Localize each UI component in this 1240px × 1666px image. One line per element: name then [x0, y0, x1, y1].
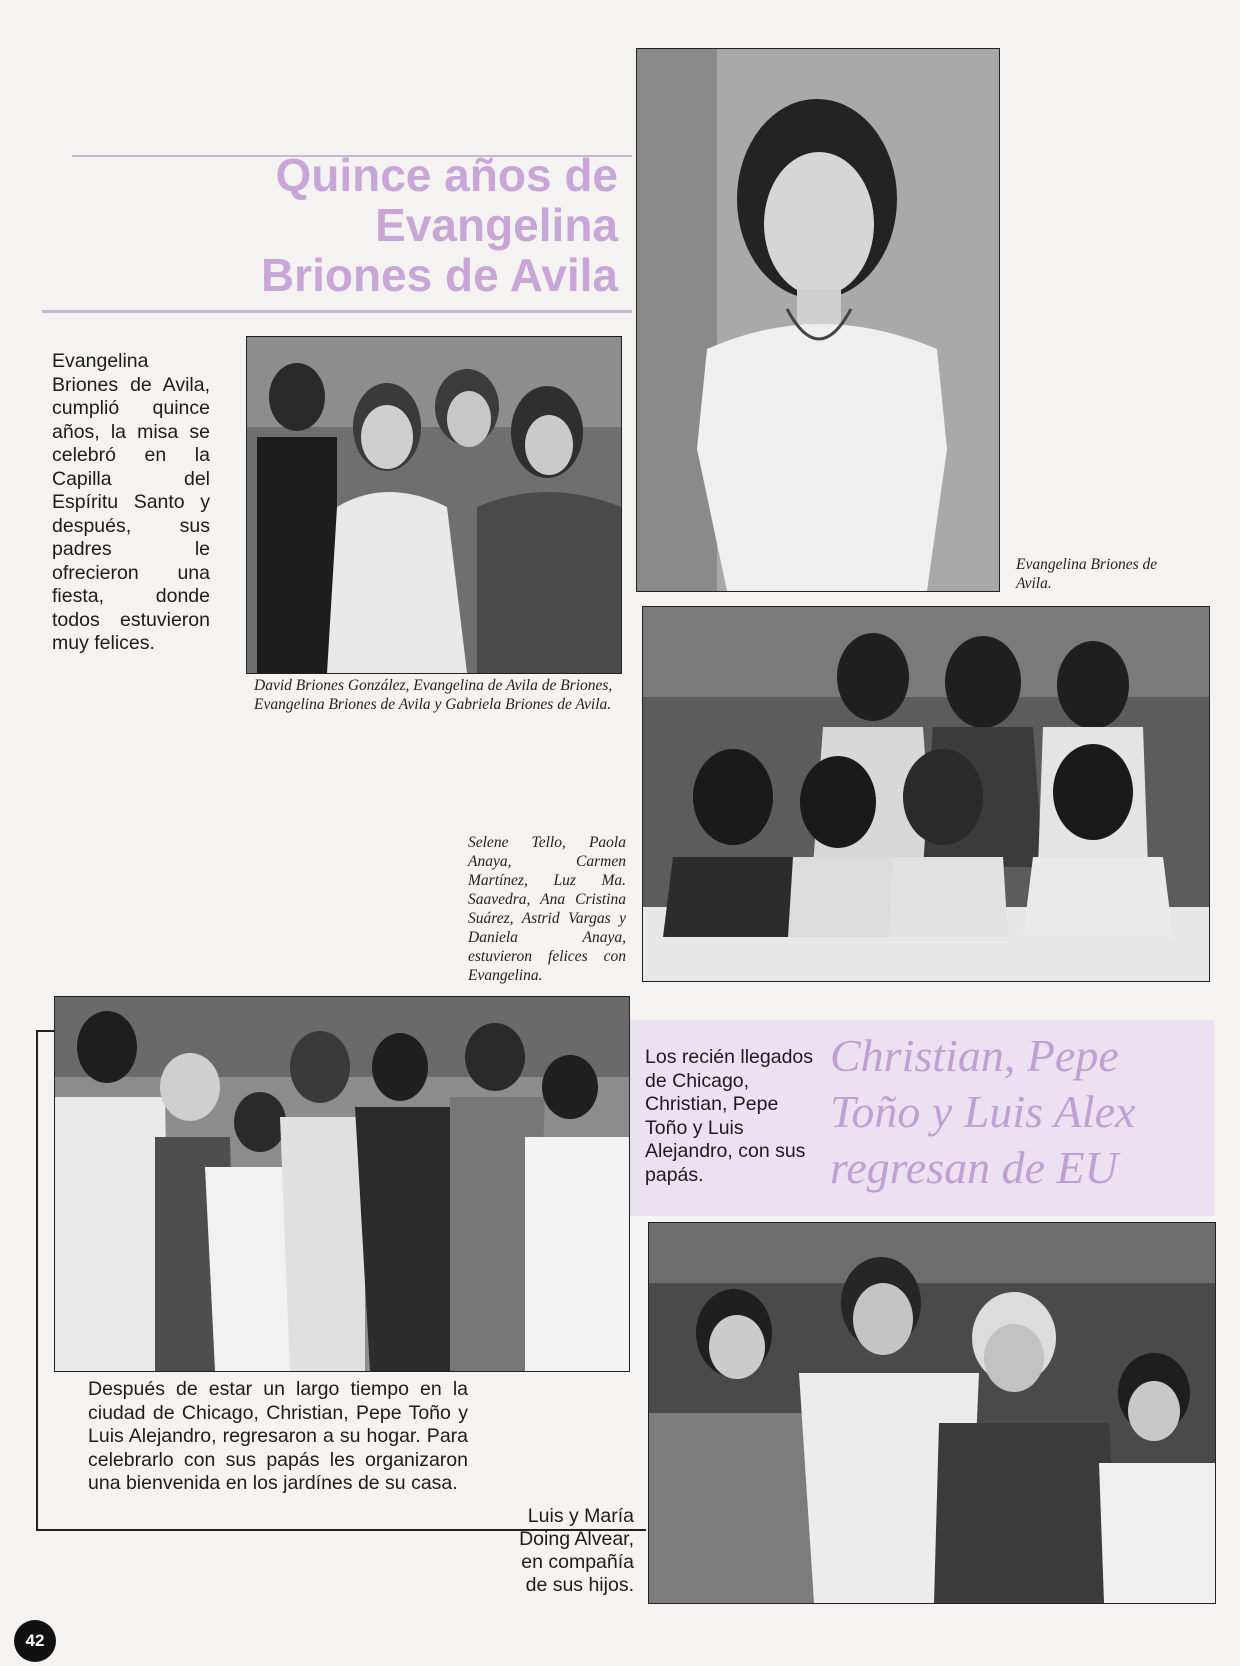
photo-friends-table: [642, 606, 1210, 982]
article2-headline: [830, 1028, 1220, 1196]
article1-headline: [150, 150, 618, 300]
article2-frame-left: [36, 1030, 38, 1530]
photo-parents-sons: [648, 1222, 1216, 1604]
photo-family-group: [246, 336, 622, 674]
caption-family-group: David Briones González, Evangelina de Avila de Briones, Evangelina Briones de Avila y Gabriela Briones de Avila.: [254, 677, 613, 713]
article1-headline-line3: Briones de Avila: [260, 249, 618, 301]
photo-family-sons: [54, 996, 630, 1372]
page-number: 42: [14, 1620, 56, 1662]
article1-headline-line2: Evangelina: [375, 199, 618, 251]
article2-headline-line1: Christian, Pepe: [830, 1030, 1119, 1081]
photo-portrait: [636, 48, 1000, 592]
article2-headline-line2: Toño y Luis Alex: [830, 1086, 1136, 1137]
article1-headline-line1: Quince años de: [275, 149, 618, 201]
article1-body: Evangelina Briones de Avila, cumplió quince años, la misa se celebró en la Capilla del Espíritu Santo y después, sus padres le ofrecieron una fiesta, donde todos estuvieron muy felices.: [52, 350, 210, 654]
caption-parents: Luis y María Doing Alvear, en compañía de sus hijos.: [519, 1505, 634, 1596]
headline-bottom-rule: [42, 310, 632, 313]
article2-intro: Los recién llegados de Chicago, Christian, Pepe Toño y Luis Alejandro, con sus papás.: [645, 1046, 814, 1186]
caption-portrait: Evangelina Briones de Avila.: [1016, 556, 1158, 592]
caption-friends: Selene Tello, Paola Anaya, Carmen Martínez, Luz Ma. Saavedra, Ana Cristina Suárez, Astrid Vargas y Daniela Anaya, estuvieron felices con Evangelina.: [468, 834, 626, 984]
article2-headline-line3: regresan de EU: [830, 1142, 1118, 1193]
article2-body: Después de estar un largo tiempo en la ciudad de Chicago, Christian, Pepe Toño y Luis Alejandro, regresaron a su hogar. Para celebrarlo con sus papás les organizaron una bienvenida en los jardínes de su casa.: [88, 1378, 468, 1494]
article2-frame-top: [36, 1030, 56, 1032]
